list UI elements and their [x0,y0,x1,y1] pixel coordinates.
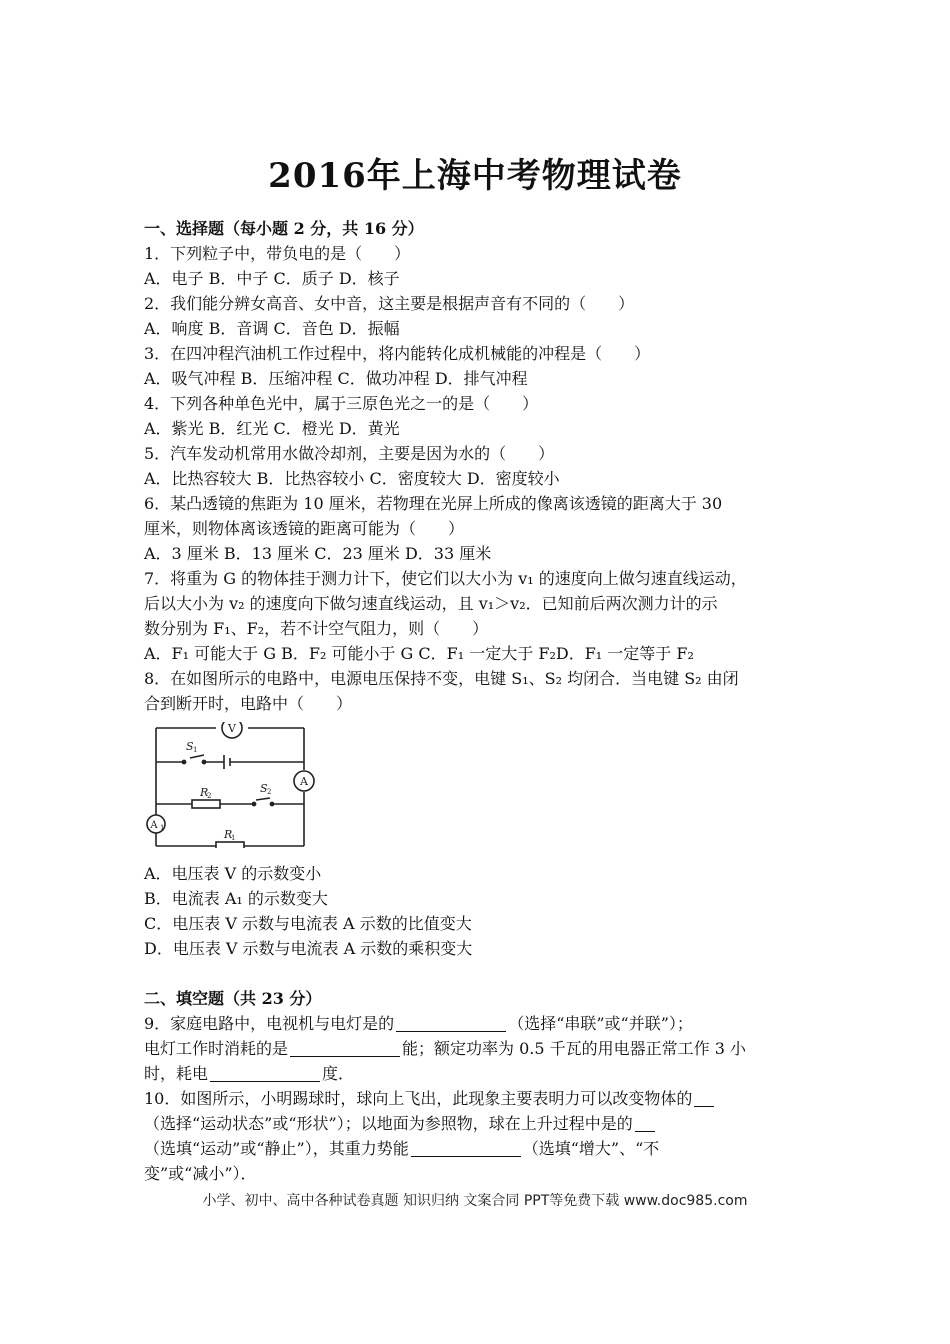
answer-blank[interactable] [396,1015,506,1032]
exam-content [144,216,816,1186]
q10-line2 [144,1111,816,1136]
resistor2-label: R [200,786,209,799]
q10-line4: 变”或“减小”）． [144,1164,257,1183]
option-line: A．紫光 B．红光 C．橙光 D．黄光 [144,419,400,438]
resistor1-sub: 1 [231,834,236,842]
q9-line3 [144,1061,816,1086]
q10-text: （选择“运动状态”或“形状”）；以地面为参照物，球在上升过程中是的 [144,1114,633,1133]
section1-heading: 一、选择题（每小题 2 分，共 16 分） [144,219,424,238]
option-line: C．电压表 V 示数与电流表 A 示数的比值变大 [144,914,472,933]
q9-text: （选择“串联”或“并联”）； [508,1014,693,1033]
q9-line1 [144,1011,816,1036]
resistor1-label: R [224,828,233,841]
switch2-label: S [260,782,268,795]
q8-options [144,861,816,961]
voltmeter-label: V [228,722,236,735]
question-line: 2．我们能分辨女高音、女中音，这主要是根据声音有不同的（ ） [144,294,635,313]
section2-heading: 二、填空题（共 23 分） [144,989,322,1008]
question-line: 8．在如图所示的电路中，电源电压保持不变，电键 S₁、S₂ 均闭合．当电键 S₂ 由闭 [144,669,739,688]
option-line: A．电子 B．中子 C．质子 D．核子 [144,269,400,288]
question-line: 5．汽车发动机常用水做冷却剂，主要是因为水的（ ） [144,444,555,463]
option-line: A．响度 B．音调 C．音色 D．振幅 [144,319,400,338]
question-line: 合到断开时，电路中（ ） [144,694,353,713]
option-line: B．电流表 A₁ 的示数变大 [144,889,328,908]
question-line: 后以大小为 v₂ 的速度向下做匀速直线运动，且 v₁＞v₂．已知前后两次测力计的示 [144,594,718,613]
question-line: 厘米，则物体离该透镜的距离可能为（ ） [144,519,465,538]
option-line: A．3 厘米 B．13 厘米 C．23 厘米 D．33 厘米 [144,544,492,563]
ammeter1-label: A [150,820,158,831]
switch2-sub: 2 [267,788,272,796]
option-line: A．吸气冲程 B．压缩冲程 C．做功冲程 D．排气冲程 [144,369,528,388]
page-title: 2016年上海中考物理试卷 [268,156,682,196]
q10-text: （选填“增大”、“不 [522,1139,660,1158]
answer-blank[interactable] [411,1140,521,1157]
question-line: 6．某凸透镜的焦距为 10 厘米，若物理在光屏上所成的像离该透镜的距离大于 30 [144,494,723,513]
q10-line3 [144,1136,816,1161]
q9-text: 电灯工作时消耗的是 [144,1039,289,1058]
answer-blank[interactable] [694,1090,714,1107]
option-line: A．F₁ 可能大于 G B．F₂ 可能小于 G C．F₁ 一定大于 F₂D．F₁ 一定等于 F₂ [144,644,694,663]
question-line: 1．下列粒子中，带负电的是（ ） [144,244,411,263]
q9-text: 时，耗电 [144,1064,209,1083]
question-line: 3．在四冲程汽油机工作过程中，将内能转化成机械能的冲程是（ ） [144,344,651,363]
question-line: 数分别为 F₁、F₂，若不计空气阻力，则（ ） [144,619,489,638]
page-footer: 小学、初中、高中各种试卷真题 知识归纳 文案合同 PPT等免费下载 www.doc985.com [202,1193,748,1209]
option-line: A．电压表 V 的示数变小 [144,864,322,883]
q9-text: 度． [322,1064,355,1083]
resistor2-sub: 2 [207,792,212,800]
question-line: 4．下列各种单色光中，属于三原色光之一的是（ ） [144,394,539,413]
option-line: D．电压表 V 示数与电流表 A 示数的乘积变大 [144,939,473,958]
q9-line2 [144,1036,816,1061]
answer-blank[interactable] [290,1040,400,1057]
option-line: A．比热容较大 B．比热容较小 C．密度较大 D．密度较小 [144,469,560,488]
question-line: 7．将重为 G 的物体挂于测力计下，使它们以大小为 v₁ 的速度向上做匀速直线运动， [144,569,747,588]
ammeter1-sub: 1 [160,824,165,832]
circuit-diagram [144,722,324,848]
switch1-label: S [186,740,194,753]
answer-blank[interactable] [210,1065,320,1082]
q10-text: 10．如图所示，小明踢球时，球向上飞出，此现象主要表明力可以改变物体的 [144,1089,693,1108]
ammeter-label: A [300,775,308,788]
q9-text: 能；额定功率为 0.5 千瓦的用电器正常工作 3 小 [402,1039,746,1058]
q10-line1 [144,1086,816,1111]
switch1-sub: 1 [193,746,198,754]
answer-blank[interactable] [635,1115,655,1132]
section1-questions [144,241,816,716]
q9-text: 9．家庭电路中，电视机与电灯是的 [144,1014,395,1033]
q10-text: （选填“运动”或“静止”），其重力势能 [144,1139,409,1158]
